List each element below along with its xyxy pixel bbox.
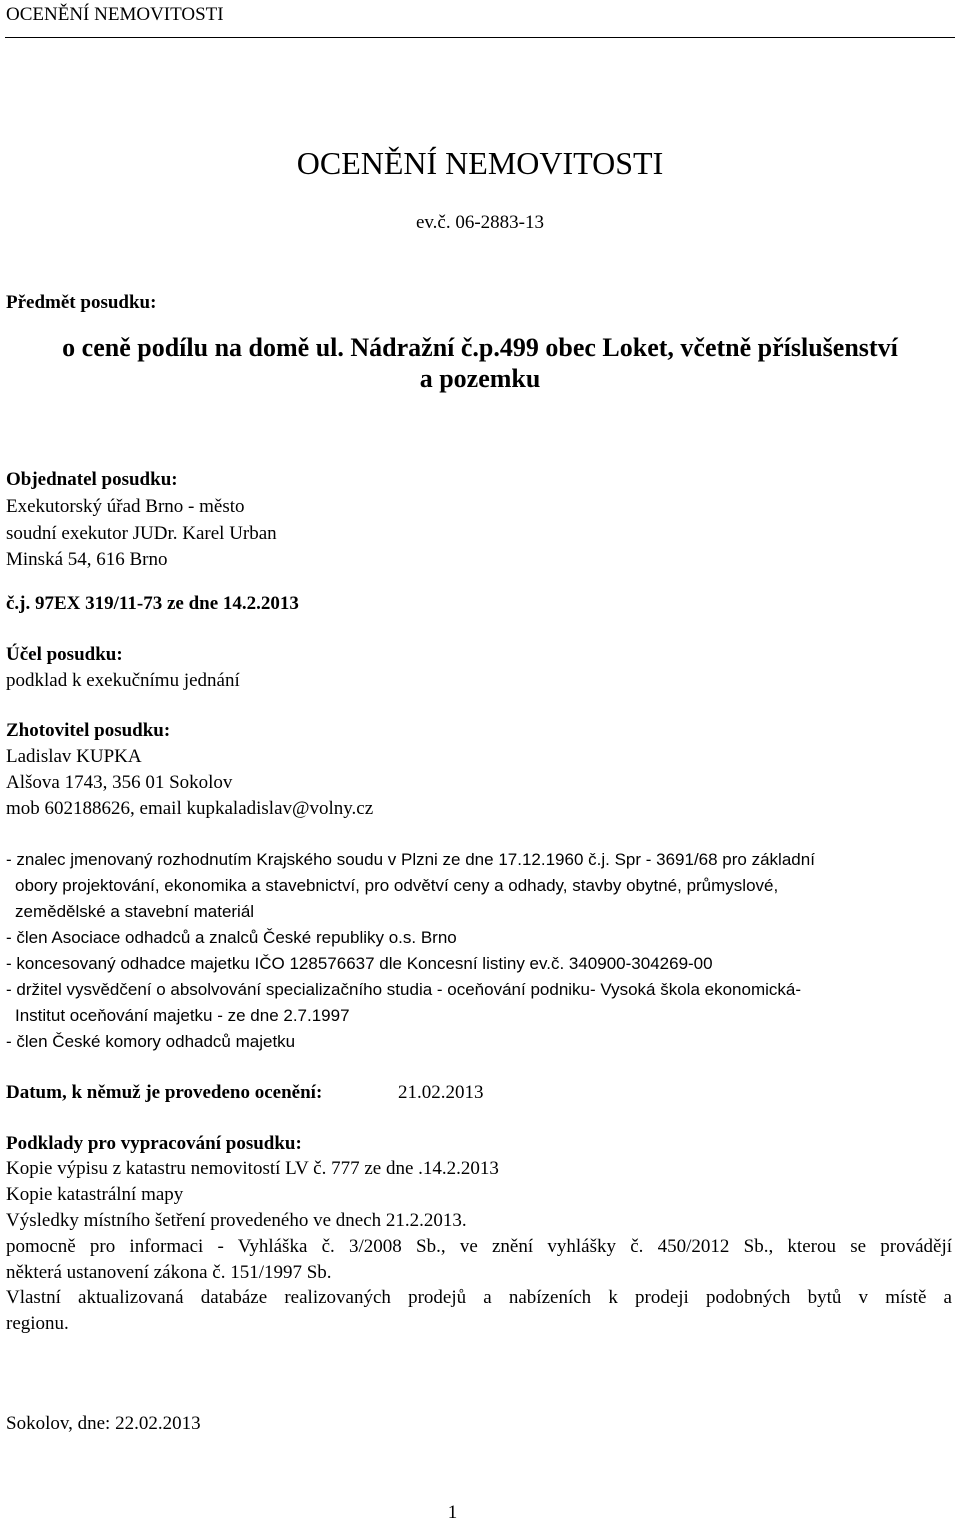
source-line: pomocně pro informaci - Vyhláška č. 3/2008 Sb., ve znění vyhlášky č. 450/2012 Sb., kterou se provádějí xyxy=(6,1236,952,1257)
client-line: Exekutorský úřad Brno - město xyxy=(6,496,245,517)
subject-line-2: a pozemku xyxy=(419,364,541,393)
qualification-line: Institut oceňování majetku - ze dne 2.7.1997 xyxy=(15,1006,350,1025)
source-line: Vlastní aktualizovaná databáze realizovaných prodejů a nabízeních k prodeji podobných bytů v místě a xyxy=(6,1287,952,1308)
contractor-line: mob 602188626, email kupkaladislav@volny.cz xyxy=(6,798,374,819)
valuation-date-label: Datum, k němuž je provedeno ocenění: xyxy=(6,1082,323,1103)
sources-label: Podklady pro vypracování posudku: xyxy=(6,1133,302,1154)
qualification-line: - koncesovaný odhadce majetku IČO 128576637 dle Koncesní listiny ev.č. 340900-304269-00 xyxy=(6,954,713,973)
client-reference: č.j. 97EX 319/11-73 ze dne 14.2.2013 xyxy=(6,593,299,614)
purpose-text: podklad k exekučnímu jednání xyxy=(6,670,240,691)
qualification-line: - držitel vysvědčení o absolvování specializačního studia - oceňování podniku- Vysoká škola ekonomická- xyxy=(6,980,802,999)
page-number: 1 xyxy=(447,1502,458,1523)
evidence-number: ev.č. 06-2883-13 xyxy=(415,212,545,233)
contractor-line: Alšova 1743, 356 01 Sokolov xyxy=(6,772,233,793)
valuation-date-value: 21.02.2013 xyxy=(398,1082,484,1103)
qualification-line: zemědělské a stavební materiál xyxy=(15,902,255,921)
qualification-line: obory projektování, ekonomika a stavebnictví, pro odvětví ceny a odhady, stavby obytné, průmyslové, xyxy=(15,876,779,895)
running-header: OCENĚNÍ NEMOVITOSTI xyxy=(6,4,224,25)
source-line: regionu. xyxy=(6,1313,69,1334)
contractor-line: Ladislav KUPKA xyxy=(6,746,142,767)
source-line: některá ustanovení zákona č. 151/1997 Sb. xyxy=(6,1262,332,1283)
subject-label: Předmět posudku: xyxy=(6,292,157,313)
contractor-label: Zhotovitel posudku: xyxy=(6,720,171,741)
source-line: Kopie výpisu z katastru nemovitostí LV č. 777 ze dne .14.2.2013 xyxy=(6,1158,499,1179)
client-line: soudní exekutor JUDr. Karel Urban xyxy=(6,523,277,544)
client-line: Minská 54, 616 Brno xyxy=(6,549,168,570)
place-and-date: Sokolov, dne: 22.02.2013 xyxy=(6,1413,201,1434)
subject-line-1: o ceně podílu na domě ul. Nádražní č.p.499 obec Loket, včetně příslušenství xyxy=(62,333,898,362)
purpose-label: Účel posudku: xyxy=(6,644,123,665)
source-line: Kopie katastrální mapy xyxy=(6,1184,184,1205)
document-title: OCENĚNÍ NEMOVITOSTI xyxy=(296,145,664,181)
qualification-line: - člen Asociace odhadců a znalců České republiky o.s. Brno xyxy=(6,928,457,947)
client-label: Objednatel posudku: xyxy=(6,469,178,490)
qualification-line: - znalec jmenovaný rozhodnutím Krajského soudu v Plzni ze dne 17.12.1960 č.j. Spr - 3691/68 pro základní xyxy=(6,850,815,869)
source-line: Výsledky místního šetření provedeného ve dnech 21.2.2013. xyxy=(6,1210,467,1231)
qualification-line: - člen České komory odhadců majetku xyxy=(6,1032,296,1051)
header-divider xyxy=(5,37,955,38)
